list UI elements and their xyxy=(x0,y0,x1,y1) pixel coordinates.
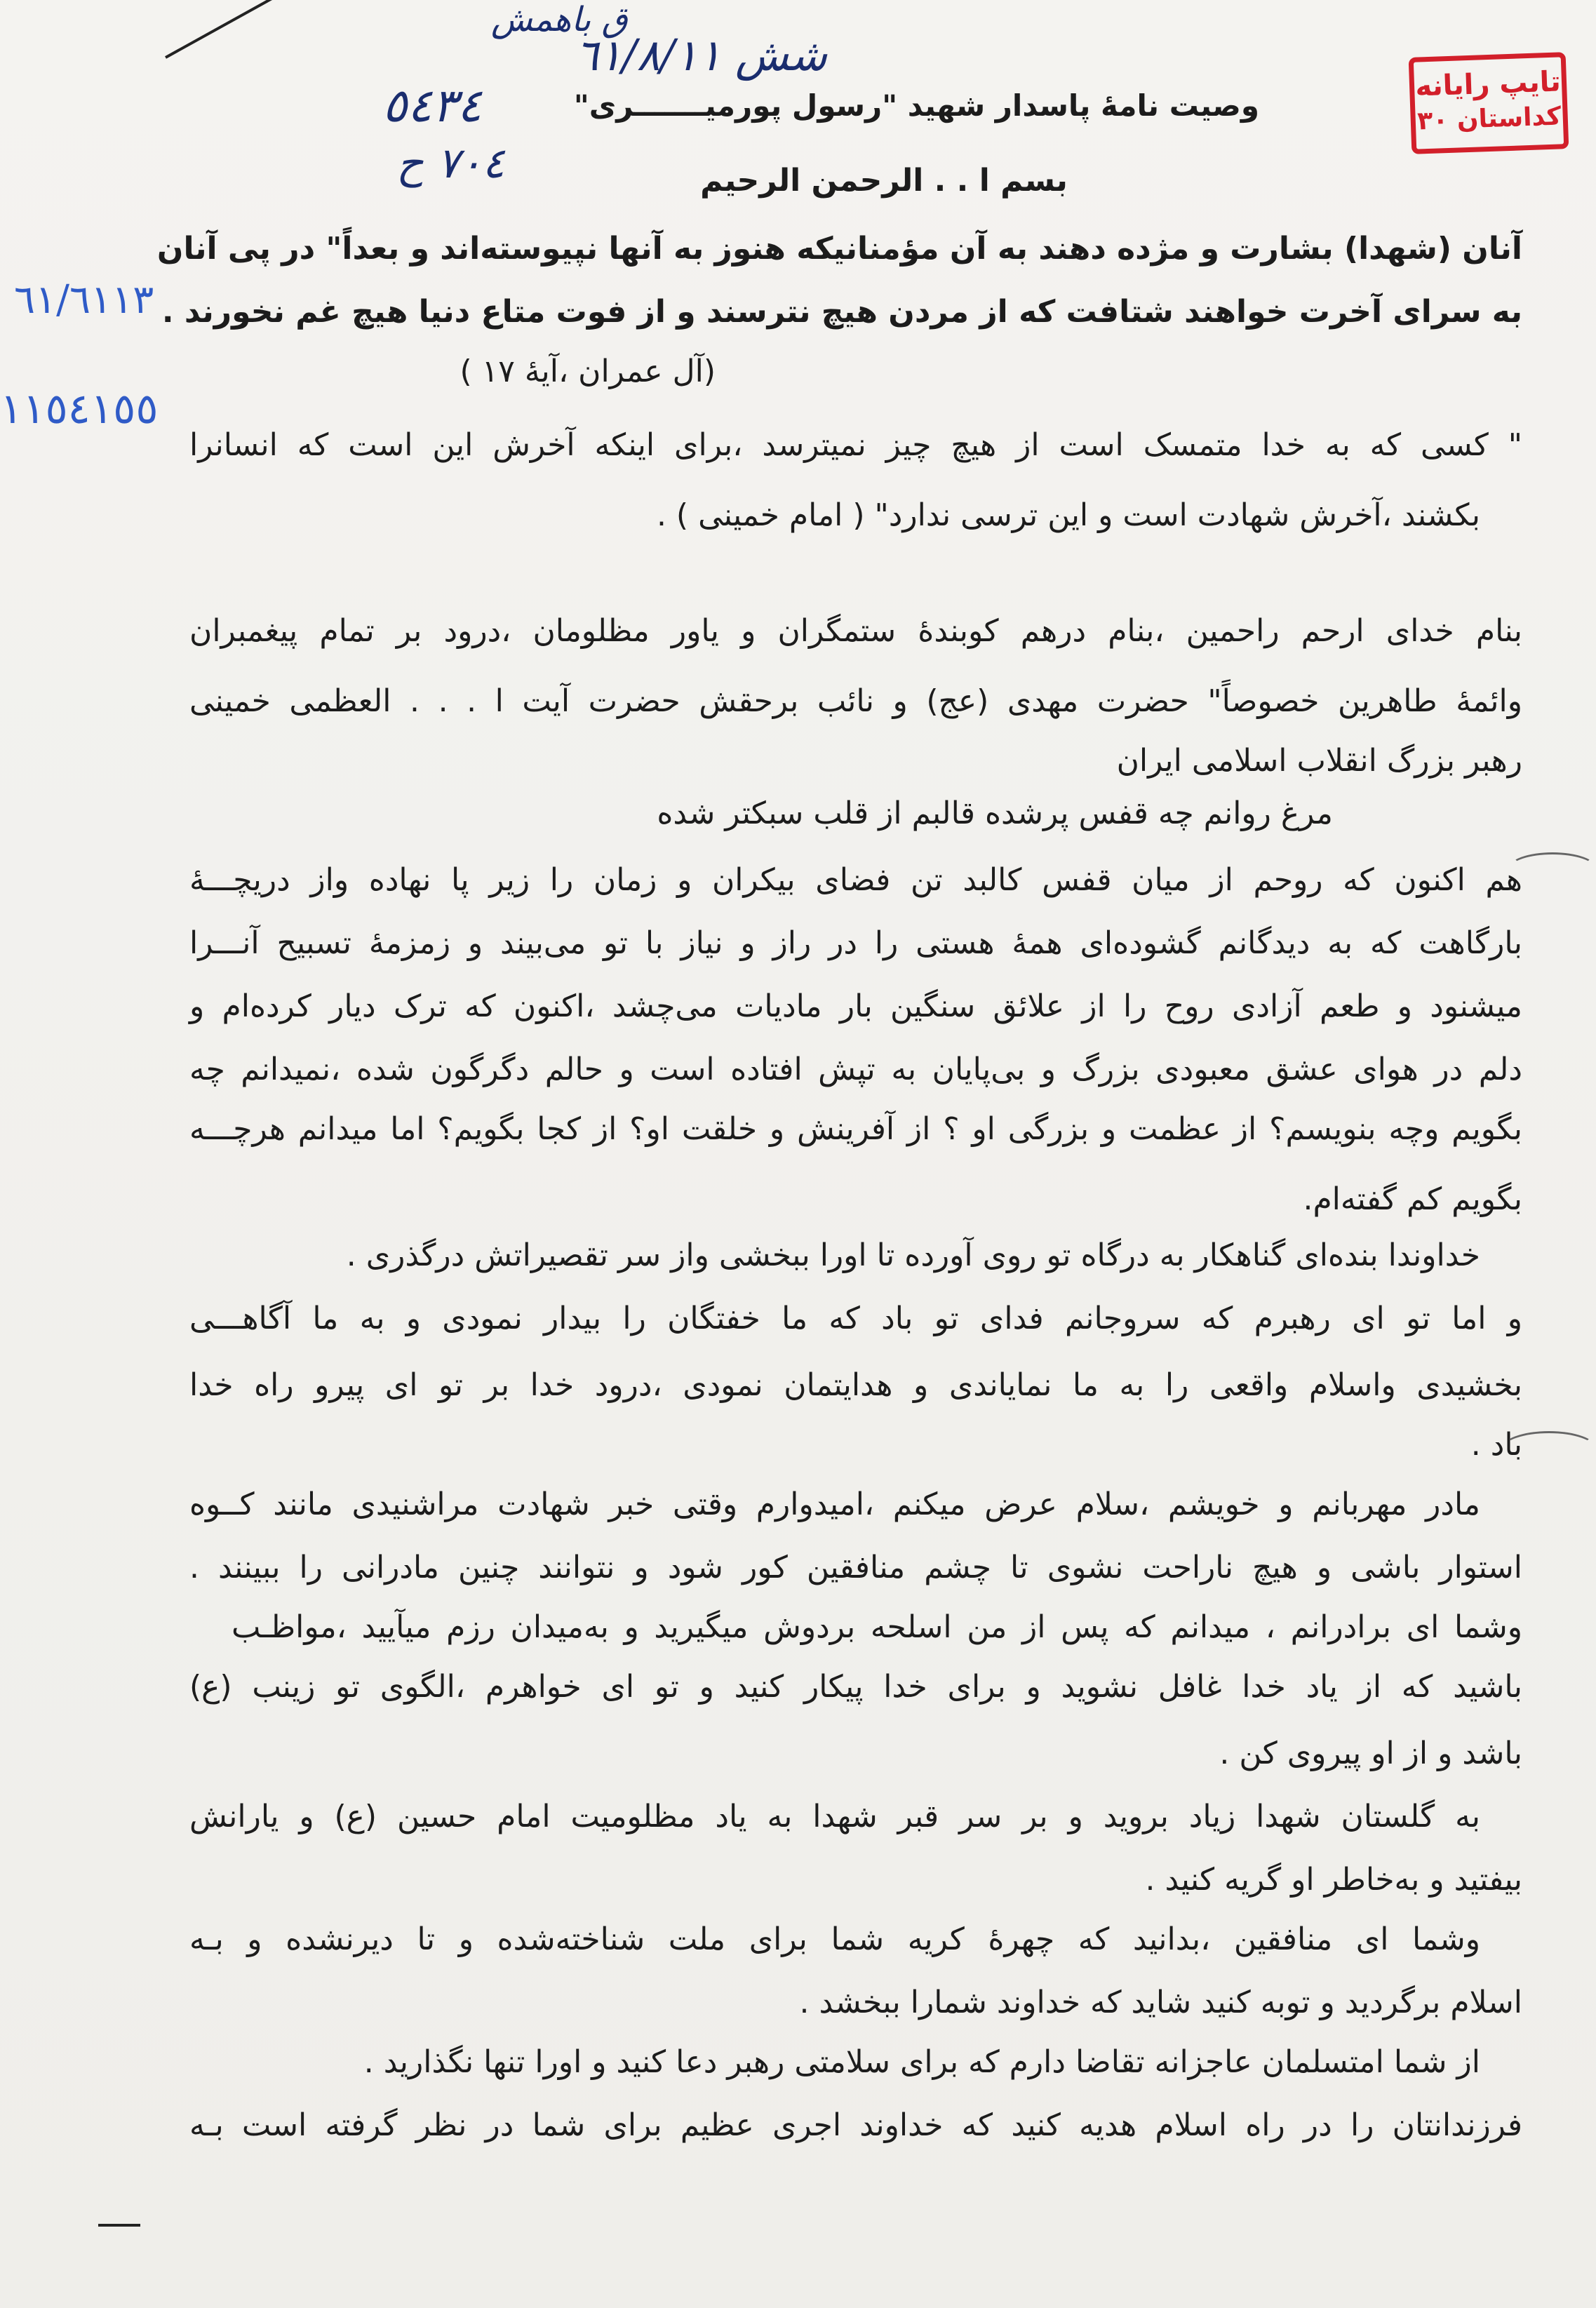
pen-dash xyxy=(98,2224,140,2227)
pen-mark xyxy=(1508,852,1596,885)
body-line: دلم در هوای عشق معبودی بزرگ و بی‌پایان به تپش افتاده است و حالم دگرگون شده ،نمیدانم چه xyxy=(189,1052,1522,1087)
body-line: از شما امتسلمان عاجزانه تقاضا دارم که برای سلامتی رهبر دعا کنید و اورا تنها نگذارید . xyxy=(363,2044,1480,2080)
body-line: فرزندانتان را در راه اسلام هدیه کنید که خداوند اجری عظیم برای شما در نظر گرفته است بـه xyxy=(189,2107,1522,2143)
body-line: بگویم وچه بنویسم؟ از عظمت و بزرگی او ؟ از آفرینش و خلقت او؟ از کجا بگویم؟ اما میدانم هرچـــه xyxy=(189,1111,1522,1147)
verse-citation: (آل عمران ،آیهٔ ۱۷ ) xyxy=(460,354,716,389)
poem-line: مرغ روانم چه قفس پرشده قالبم از قلب سبکتر شده xyxy=(657,796,1333,831)
body-line: استوار باشی و هیچ ناراحت نشوی تا چشم منافقین کور شود و نتوانند چنین مادرانی را ببینند . xyxy=(189,1550,1522,1585)
body-line: وشما ای برادرانم ، میدانم که پس از من اسلحه بردوش میگیرید و به‌میدان رزم میآیید ،مواظـب xyxy=(232,1609,1522,1645)
pen-stroke xyxy=(165,0,289,59)
body-line: آنان (شهدا) بشارت و مژده دهند به آن مؤمنانیکه هنوز به آنها نپیوسته‌اند و بعداً" در پی آنان xyxy=(156,231,1522,267)
stamp-line-1: تایپ رایانه xyxy=(1414,65,1562,103)
handwritten-number-1: ٥٤٣٤ xyxy=(382,79,482,133)
body-line: وائمهٔ طاهرین خصوصاً" حضرت مهدی (عج) و نائب برحقش حضرت آیت ا . . . العظمی خمینی xyxy=(189,683,1522,719)
body-line: میشنود و طعم آزادی روح را از علائق سنگین بار مادیات می‌چشد ،اکنون که ترک دیار کرده‌ام و xyxy=(189,988,1522,1024)
body-line: به گلستان شهدا زیاد بروید و بر سر قبر شهدا به یاد مظلومیت امام حسین (ع) و یارانش xyxy=(189,1799,1480,1834)
typing-stamp xyxy=(1409,52,1569,154)
body-line: باشد و از او پیروی کن . xyxy=(1219,1736,1522,1771)
body-line: بخشیدی واسلام واقعی را به ما نماياندی و هدایتمان نمودی ،درود خدا بر تو ای پیرو راه خدا xyxy=(189,1367,1522,1403)
document-title: وصیت نامهٔ پاسدار شهید "رسول پورمیـــــــری" xyxy=(573,88,1259,123)
body-line: خداوندا بنده‌ای گناهکار به درگاه تو روی آورده تا اورا ببخشی واز سر تقصیراتش درگذری . xyxy=(346,1237,1480,1273)
body-line: بارگاهت که به دیدگانم گشوده‌ای همهٔ هستی را در راز و نیاز با تو می‌بیند و زمزمهٔ تسبیح آنـــرا xyxy=(189,925,1522,961)
body-line: بیفتید و به‌خاطر او گریه کنید . xyxy=(1145,1862,1522,1898)
handwritten-note-top: ق باهمش xyxy=(491,0,628,39)
handwritten-side-number-2: ١١٥٤١٥٥ xyxy=(0,384,159,434)
handwritten-date: شش ٦١/٨/١١ xyxy=(575,29,827,81)
body-line: به سرای آخرت خواهند شتافت که از مردن هیچ نترسند و از فوت متاع دنیا هیچ غم نخورند . xyxy=(161,294,1522,330)
body-line: رهبر بزرگ انقلاب اسلامی ایران xyxy=(1116,743,1522,779)
basmala: بسم ا . . الرحمن الرحیم xyxy=(700,163,1068,199)
handwritten-number-2: ٧٠٤ ح xyxy=(396,139,505,188)
body-line: و اما تو ای رهبرم که سروجانم فدای تو باد که ما خفتگان را بیدار نمودی و به ما آگاهـــی xyxy=(189,1301,1522,1336)
body-line: باشید که از یاد خدا غافل نشوید و برای خدا پیکار کنید و تو ای خواهرم ،الگوی تو زینب (ع) xyxy=(189,1669,1522,1705)
pen-mark xyxy=(1501,1431,1596,1466)
body-line: بنام خدای ارحم راحمین ،بنام درهم کوبندهٔ ستمگران و یاور مظلومان ،درود بر تمام پیغمبران xyxy=(189,613,1522,649)
handwritten-side-number-1: ٦١/٦١١٣ xyxy=(14,277,154,323)
body-line: وشما ای منافقین ،بدانید که چهرهٔ کریه شما برای ملت شناخته‌شده و تا دیرنشده و بـه xyxy=(189,1921,1480,1957)
body-line: مادر مهربانم و خویشم ،سلام عرض میکنم ،امیدوارم وقتی خبر شهادت مراشنیدی مانند کــوه xyxy=(189,1487,1480,1522)
body-line: " کسی که به خدا متمسک است از هیچ چیز نمیترسد ،برای اینکه آخرش این است که انسانرا xyxy=(189,427,1522,463)
body-line: هم اکنون که روحم از میان قفس کالبد تن فضای بیکران و زمان را زیر پا نهاده واز دریچـــهٔ xyxy=(189,862,1522,898)
body-line: اسلام برگردید و توبه کنید شاید که خداوند شمارا ببخشد . xyxy=(799,1985,1522,2020)
stamp-line-2: کداستان ۳۰ xyxy=(1416,102,1562,136)
body-line: بکشند ،آخرش شهادت است و این ترسی ندارد" ( امام خمینی ) . xyxy=(656,497,1480,533)
body-line: بگویم کم گفته‌ام. xyxy=(1303,1181,1522,1217)
body-line: باد . xyxy=(1470,1427,1522,1463)
